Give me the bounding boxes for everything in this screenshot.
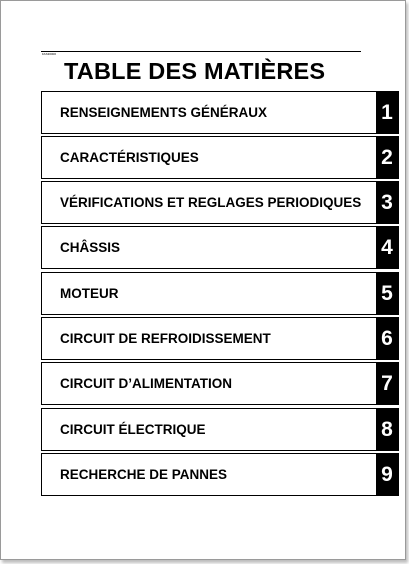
document-code: FAS30000 <box>42 52 57 56</box>
toc-item-renseignements-generaux[interactable] <box>41 91 399 134</box>
toc-item-label: MOTEUR <box>60 285 119 301</box>
toc-item-label: CIRCUIT ÉLECTRIQUE <box>60 421 206 437</box>
toc-item-moteur[interactable] <box>41 272 399 315</box>
chapter-number-tab: 5 <box>376 273 398 314</box>
chapter-number-tab: 9 <box>376 454 398 495</box>
toc-item-label: CARACTÉRISTIQUES <box>60 149 199 165</box>
toc-item-label: CIRCUIT DE REFROIDISSEMENT <box>60 330 271 346</box>
chapter-number-tab: 2 <box>376 137 398 178</box>
toc-item-recherche-pannes[interactable] <box>41 453 399 496</box>
page-title: TABLE DES MATIÈRES <box>64 58 326 84</box>
toc-item-circuit-electrique[interactable] <box>41 408 399 451</box>
toc-item-label: RECHERCHE DE PANNES <box>60 466 228 482</box>
chapter-number-tab: 4 <box>376 227 398 268</box>
toc-item-label: CHÂSSIS <box>60 239 121 255</box>
toc-item-caracteristiques[interactable] <box>41 136 399 179</box>
chapter-number-tab: 6 <box>376 318 398 359</box>
chapter-number-tab: 1 <box>376 92 398 133</box>
header-rule <box>41 51 361 52</box>
toc-item-label: RENSEIGNEMENTS GÉNÉRAUX <box>60 104 268 120</box>
toc-item-chassis[interactable] <box>41 226 399 269</box>
toc-item-circuit-alimentation[interactable] <box>41 362 399 405</box>
chapter-number-tab: 7 <box>376 363 398 404</box>
chapter-number-tab: 3 <box>376 182 398 223</box>
toc-item-circuit-refroidissement[interactable] <box>41 317 399 360</box>
toc-item-verifications-reglages[interactable] <box>41 181 399 224</box>
toc-item-label: CIRCUIT D’ALIMENTATION <box>60 375 232 391</box>
chapter-number-tab: 8 <box>376 409 398 450</box>
toc-item-label: VÉRIFICATIONS ET REGLAGES PERIODIQUES <box>60 194 362 210</box>
